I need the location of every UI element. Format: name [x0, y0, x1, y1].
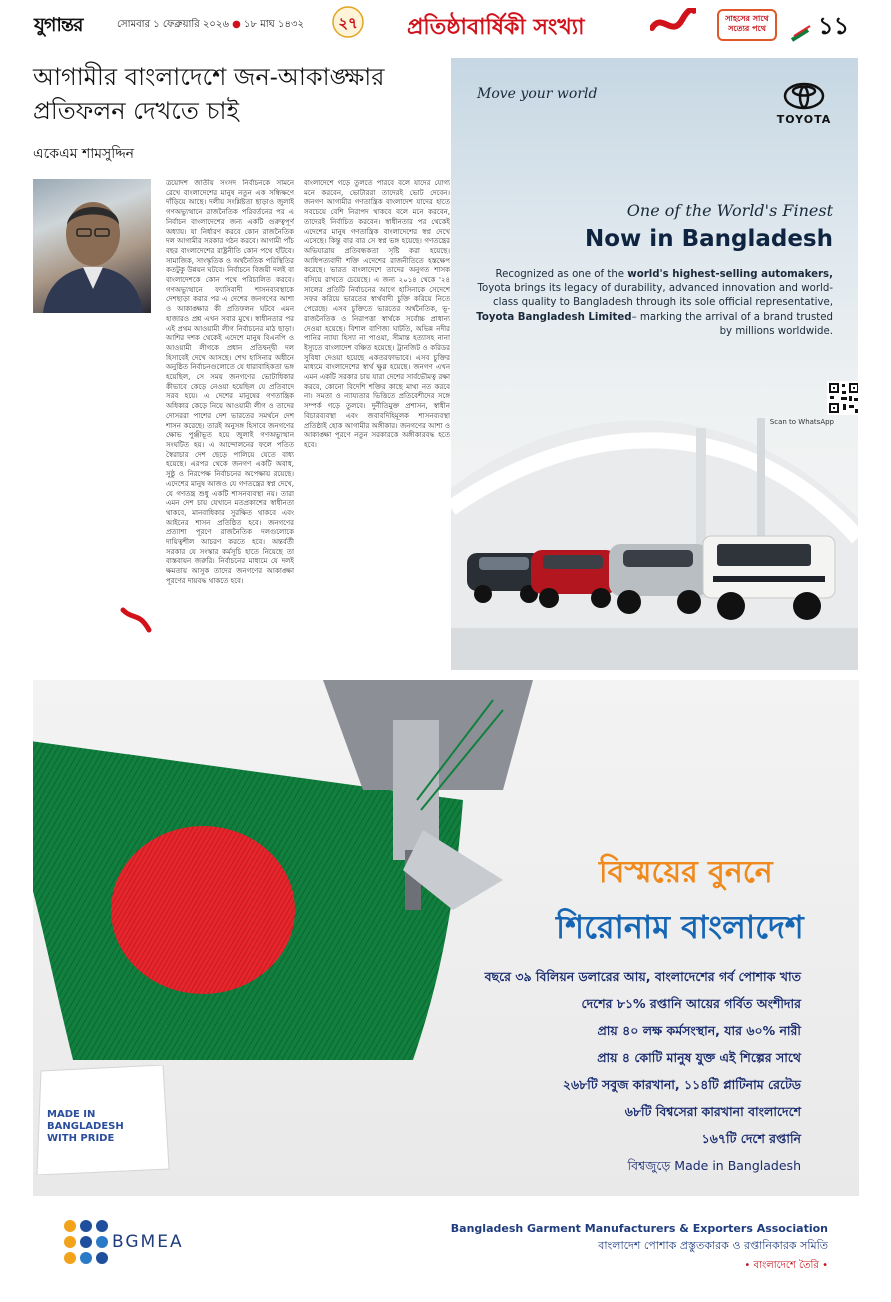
garment-headline-1: বিস্ময়ের বুননে [599, 855, 773, 890]
made-in-bangladesh-label [33, 1065, 173, 1175]
fact-item: ১৬৭টি দেশে রপ্তানি [701, 1131, 801, 1146]
anniversary-emblem [328, 4, 368, 44]
ad-headline: Now in Bangladesh [585, 226, 833, 252]
fact-item: ২৬৮টি সবুজ কারখানা, ১১৪টি প্লাটিনাম রেটেড [562, 1077, 801, 1092]
garment-facts-list [485, 963, 801, 1179]
article-column-1: ত্রয়োদশ জাতীয় সংসদ নির্বাচনকে সামনে রেখে বাংলাদেশের মানুষ নতুন এক সন্ধিক্ষণে দাঁড়িয়ে আছে। দলীয় সংশ্লিষ্টতা ছাড়াও জুলাই গণঅভ্যুত্থানে রাজনৈতিক পরিবর্তনের পর এ নির্বাচন বাংলাদেশের জন্য একটি গুরুত্বপূর্ণ অধ্যায়। যা নির্ধারণ করবে কোন রাজনৈতিক দল আগামীর সরকার গঠন করবে। আগামী পাঁচ বছর বাংলাদেশের রাষ্ট্রনীতি কোন পথে হাঁটবে। সামাজিক, সাংস্কৃতিক ও অর্থনৈতিক পরিস্থিতির কতটুকু উন্নয়ন ঘটবে। নির্বাচনে বিজয়ী দলই বা বাংলাদেশকে কোন পথে পরিচালিত করবে। গণঅভ্যুত্থানে ফ্যাসিবাদী শাসনব্যবস্থাকে দেশছাড়া করার পর এ দেশের জনগণের আশা ও আকাঙ্ক্ষার কী প্রতিফলন ঘটবে এমন হাজারও প্রশ্ন এখন সবার মুখে। স্বাধীনতার পর এই প্রথম আওয়ামী লীগ নির্বাচনের মাঠ ছাড়া। আশির দশক থেকেই এদেশে মানুষ বিএনপি ও আওয়ামী লীগকে প্রধান প্রতিদ্বন্দ্বী দল হিসাবেই দেখে আসছে। শেখ হাসিনার অধীনে অনুষ্ঠিত নির্বাচনগুলোতে যে ধারাবাহিকতা ভঙ্গ হয়েছিল, সে সময় জনগণের ভোটাধিকার কীভাবে কেড়ে নেওয়া হয়েছিল যে প্রতিবাদে সরব হয়ে। এ দেশের মানুষের গণতান্ত্রিক অধিকার কেড়ে নিয়ে আওয়ামী লীগ ও তাদের দোসররা পাশের দেশ ভারতের সমর্থনে দেশ শাসন করেছে। তারই অনুসঙ্গ হিসাবে জনগণের ক্ষোভ পুঞ্জীভূত হয়ে জুলাই গণঅভ্যুত্থান সংঘটিত হয়। এ আন্দোলনের ফলে পতিত স্বৈরাচার দেশ ছেড়ে পালিয়ে যেতে বাধ্য হয়েছে। এরপর থেকে জনগণ একটি অবাধ, সুষ্ঠু ও নিরপেক্ষ নির্বাচনের অপেক্ষায় রয়েছে। এদেশের মানুষ আজও যে গণতন্ত্রের স্বপ্ন দেখে, যে গণতন্ত্র শুধু একটি শাসনব্যবস্থা নয়। তারা এমন দেশ চায় যেখানে মতপ্রকাশের স্বাধীনতা থাকবে, মানবাধিকার সুরক্ষিত থাকবে এবং আইনের শাসন প্রতিষ্ঠিত হবে। জনগণের প্রত্যাশা পূরণে রাজনৈতিক দলগুলোকে দায়িত্বশীল আচরণ করতে হবে। অন্তর্বর্তী সরকার যে সংস্কার কর্মসূচি হাতে নিয়েছে তা বাস্তবায়ন জরুরি। নির্বাচনের মাধ্যমে যে দলই ক্ষমতায় আসুক তাদের জনগণের আকাঙ্ক্ষা পূরণের দায়বদ্ধ থাকতে হবে। [166, 179, 294, 585]
flag-swoosh-icon [790, 14, 812, 42]
ad-tagline: Move your world [477, 86, 598, 102]
organization-name-bn: বাংলাদেশ পোশাক প্রস্তুতকারক ও রপ্তানিকারক সমিতি [598, 1239, 828, 1252]
date-gregorian: সোমবার ১ ফেব্রুয়ারি ২০২৬ [117, 19, 229, 30]
date-bangla: ১৮ মাঘ ১৪৩২ [244, 19, 304, 30]
ad-body-text: Recognized as one of the world's highest-selling automakers, Toyota brings its legacy of durability, advanced innovation and world-class quality to Bangladesh through its sole official representative, Toyota Bangladesh Limited– marking the arrival of a brand trusted by millions worldwide. [476, 269, 833, 337]
made-in-tagline: • বাংলাদেশে তৈরি • [744, 1260, 828, 1271]
scan-label: Scan to WhatsApp [769, 418, 834, 426]
toyota-emblem-icon [783, 82, 825, 110]
page-number: ১১ [818, 12, 850, 40]
toyota-logo [769, 82, 839, 126]
article-column-2: বাংলাদেশে গড়ে তুলতে পারবে বলে যাদের যোগ্য মনে করবেন, ভোটাররা তাদেরই ভোট দেবেন। জনগণ আগামীর গণতান্ত্রিক বাংলাদেশ যাদের হাতে সবচেয়ে বেশি নিরাপদ থাকবে বলে মনে করবেন, তাদেরই নির্বাচিত করবেন। স্বাধীনতার পর থেকেই এদেশের মানুষ গণতান্ত্রিক বাংলাদেশের স্বপ্ন দেখে এসেছে। কিন্তু বার বার সে স্বপ্ন ভঙ্গ হয়েছে। গণতন্ত্রের অভিযাত্রায় প্রতিবন্ধকতা সৃষ্টি করা হয়েছে। আধিপত্যবাদী শক্তি এদেশের রাজনীতিতে হস্তক্ষেপ করেছে। ভারত বাংলাদেশে তাদের অনুগত শাসক বসিয়ে রাখতে চেয়েছে। এ জন্য ২০১৪ থেকে '২৪ সালের প্রতিটি নির্বাচনের আগে হাসিনাকে সেদেশে সফর করিয়ে ভারতের স্বার্থবাদী চুক্তি করিয়ে নিতে পেরেছে। এসব চুক্তিতে ভারতের অর্থনৈতিক, ভূ-রাজনৈতিক ও নিরাপত্তা স্বার্থকে সর্বোচ্চ প্রাধান্য দেওয়া হয়েছে। বিশাল বাণিজ্য ঘাটতি, অভিন্ন নদীর পানির ন্যায্য হিস্যা না পাওয়া, সীমান্ত হত্যাসহ নানা ইস্যুতে বাংলাদেশ বঞ্চিত হয়েছে। ট্রানজিট ও করিডর সুবিধা দেওয়া হয়েছে একতরফাভাবে। এসব চুক্তির মাধ্যমে বাংলাদেশের স্বার্থ ক্ষুণ্ণ হয়েছে। জনগণ এখন এমন একটি সরকার চায় যারা দেশের সার্বভৌমত্ব রক্ষা করবে, কোনো বিদেশি শক্তির কাছে মাথা নত করবে না। সমতা ও ন্যায্যতার ভিত্তিতে প্রতিবেশীদের সঙ্গে সম্পর্ক গড়ে তুলবে। দুর্নীতিমুক্ত প্রশাসন, স্বাধীন বিচারব্যবস্থা এবং জবাবদিহিমূলক শাসনব্যবস্থা প্রতিষ্ঠাই হোক আগামীর অঙ্গীকার। জনগণের আশা ও আকাঙ্ক্ষা পূরণে নতুন সরকারকে অঙ্গীকারবদ্ধ হতে হবে। [304, 179, 450, 449]
special-issue-title: প্রতিষ্ঠাবার্ষিকী সংখ্যা [407, 15, 585, 40]
masthead [0, 0, 891, 48]
ribbon-decoration-icon [119, 602, 155, 636]
fact-item: প্রায় ৪০ লক্ষ কর্মসংস্থান, যার ৬০% নারী [597, 1023, 801, 1038]
separator-dot-icon: ● [232, 19, 245, 30]
garment-headline-2: শিরোনাম বাংলাদেশ [556, 908, 804, 946]
bgmea-logo-icon [62, 1218, 110, 1266]
fact-item: দেশের ৮১% রপ্তানি আয়ের গর্বিত অংশীদার [581, 996, 801, 1011]
anniversary-number: ২৭ [338, 14, 358, 32]
article-author: একেএম শামসুদ্দিন [33, 146, 135, 162]
fact-item: বিশ্বজুড়ে Made in Bangladesh [627, 1158, 801, 1173]
opinion-article [33, 58, 451, 670]
qr-code-icon[interactable] [827, 381, 858, 415]
ad-slogan: One of the World's Finest [626, 201, 833, 220]
motto-badge: সাহসের সাথে সত্যের পথে [717, 9, 777, 41]
brand-name: TOYOTA [776, 113, 832, 126]
organization-name-en: Bangladesh Garment Manufacturers & Exporters Association [450, 1222, 828, 1235]
fact-item: প্রায় ৪ কোটি মানুষ যুক্ত এই শিল্পের সাথে [597, 1050, 801, 1065]
fact-item: ৬৮টি বিশ্বসেরা কারখানা বাংলাদেশে [624, 1104, 801, 1119]
author-photo [33, 179, 151, 313]
organization-block [451, 1222, 828, 1275]
garment-advertisement [33, 680, 859, 1196]
toyota-advertisement [451, 58, 858, 670]
footer-bar [0, 1204, 891, 1302]
fact-item: বছরে ৩৯ বিলিয়ন ডলারের আয়, বাংলাদেশের গর্ব পোশাক খাত [484, 969, 801, 984]
paper-logo: যুগান্তর [34, 14, 83, 36]
article-headline: আগামীর বাংলাদেশে জন-আকাঙ্ক্ষার প্রতিফলন দেখতে চাই [33, 63, 385, 125]
date-line [117, 17, 304, 34]
ribbon-icon [650, 8, 696, 42]
arch-background [451, 358, 858, 670]
bgmea-logo-text: BGMEA [112, 1232, 184, 1252]
made-in-text: MADE IN BANGLADESH WITH PRIDE [47, 1109, 124, 1144]
